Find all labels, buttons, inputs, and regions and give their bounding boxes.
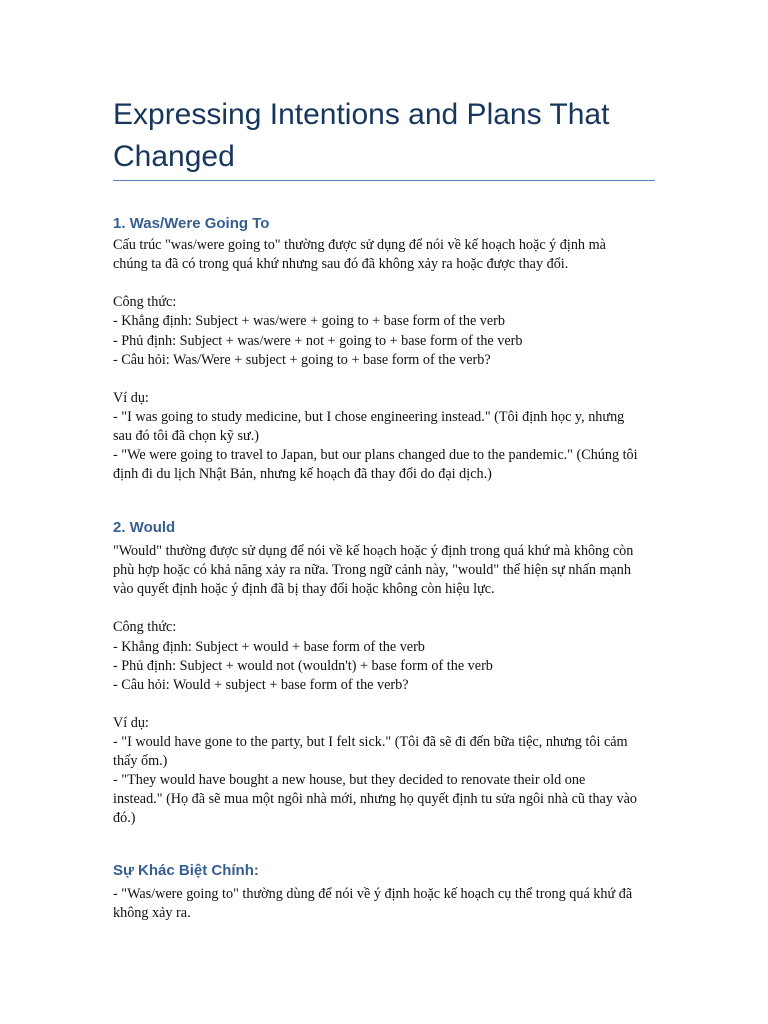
section-heading: 1. Was/Were Going To [113,215,270,232]
document-title-line-1: Expressing Intentions and Plans That [113,98,610,131]
body-text-line: Cấu trúc "was/were going to" thường được sử dụng để nói về kế hoạch hoặc ý định mà [113,237,606,253]
section-heading: Sự Khác Biệt Chính: [113,862,259,879]
body-text-line: - Câu hỏi: Was/Were + subject + going to + base form of the verb? [113,351,491,368]
body-text-line: - "I was going to study medicine, but I chose engineering instead." (Tôi định học y, nhưng [113,408,625,425]
section-heading: 2. Would [113,519,176,536]
body-text-line: - Khẳng định: Subject + would + base form of the verb [113,638,425,655]
body-text-line: - "They would have bought a new house, but they decided to renovate their old one [113,772,586,789]
title-divider [113,180,655,181]
body-text-line: "Would" thường được sử dụng để nói về kế hoạch hoặc ý định trong quá khứ mà không còn [113,543,634,559]
body-text-line: Ví dụ: [113,714,149,731]
body-text-line: chúng ta đã có trong quá khứ nhưng sau đó đã không xảy ra hoặc được thay đổi. [113,256,569,273]
body-text-line: - Câu hỏi: Would + subject + base form of the verb? [113,676,409,693]
body-text-line: định đi du lịch Nhật Bản, nhưng kế hoạch đã thay đổi do đại dịch.) [113,466,492,483]
body-text-line: Công thức: [113,294,177,311]
body-text-line: - "I would have gone to the party, but I felt sick." (Tôi đã sẽ đi đến bữa tiệc, nhưng tôi cảm [113,734,628,750]
body-text-line: không xảy ra. [113,905,191,922]
body-text-line: thấy ốm.) [113,753,168,770]
body-text-line: Ví dụ: [113,389,149,406]
body-text-line: - "Was/were going to" thường dùng để nói về ý định hoặc kế hoạch cụ thể trong quá khứ đã [113,886,633,902]
body-text-line: - "We were going to travel to Japan, but our plans changed due to the pandemic." (Chúng tôi [113,447,638,464]
body-text-line: - Phủ định: Subject + was/were + not + going to + base form of the verb [113,332,523,349]
document-title-line-2: Changed [113,140,235,173]
body-text-line: đó.) [113,810,136,827]
body-text-line: instead." (Họ đã sẽ mua một ngôi nhà mới, nhưng họ quyết định tu sửa ngôi nhà cũ thay vào [113,791,637,808]
body-text-line: phù hợp hoặc có khả năng xảy ra nữa. Trong ngữ cảnh này, "would" thể hiện sự nhấn mạnh [113,562,631,579]
body-text-line: sau đó tôi đã chọn kỹ sư.) [113,428,259,444]
body-text-line: Công thức: [113,619,177,636]
body-text-line: - Phủ định: Subject + would not (wouldn't) + base form of the verb [113,657,493,674]
body-text-line: vào quyết định hoặc ý định đã bị thay đổi hoặc không còn hiệu lực. [113,581,495,598]
body-text-line: - Khẳng định: Subject + was/were + going to + base form of the verb [113,313,505,330]
